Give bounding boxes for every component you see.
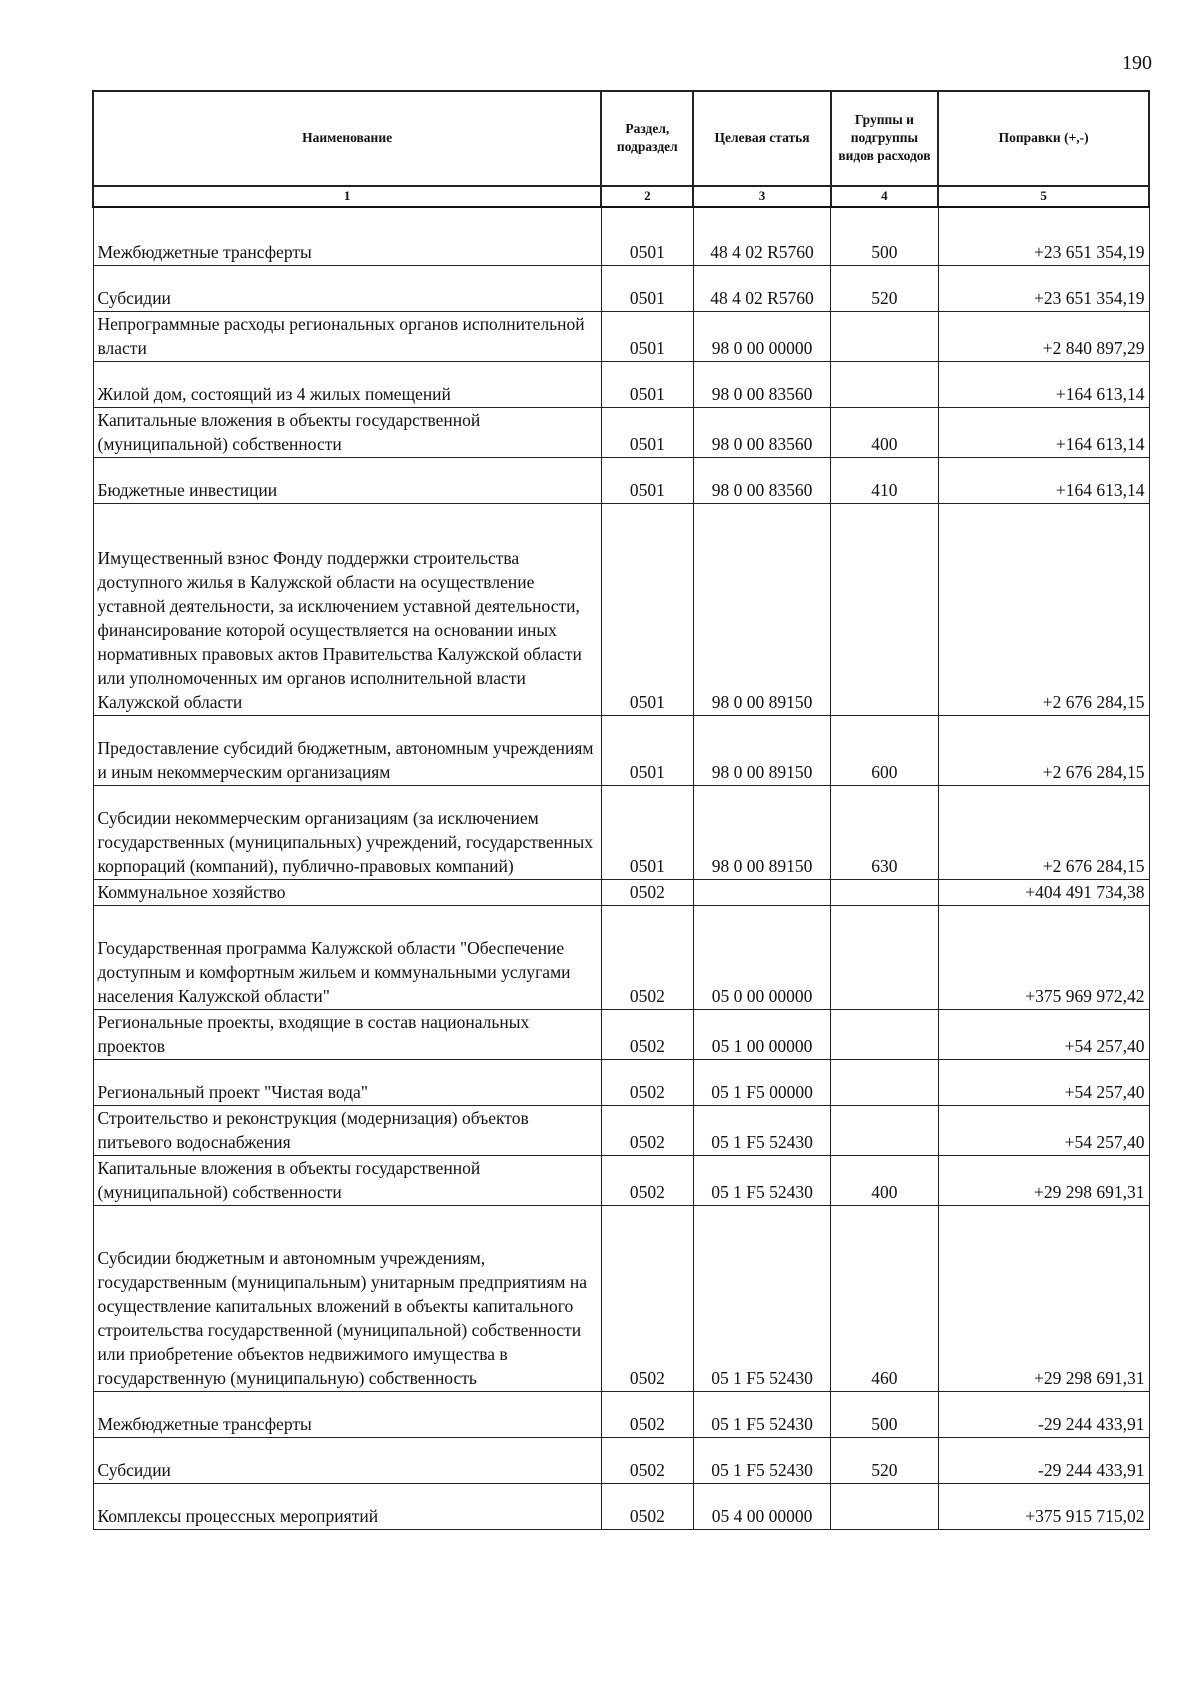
table-row — [93, 1483, 1149, 1529]
row-section: 0502 — [601, 1483, 693, 1529]
row-group — [831, 1483, 939, 1529]
header-row — [93, 91, 1149, 186]
row-group — [831, 905, 939, 1009]
row-target: 05 1 F5 52430 — [693, 1205, 830, 1391]
col-number-3: 3 — [693, 186, 830, 207]
col-amount-header: Поправки (+,-) — [938, 91, 1149, 186]
row-group — [831, 879, 939, 905]
row-section: 0501 — [601, 785, 693, 879]
table-row — [93, 1155, 1149, 1205]
row-group: 600 — [831, 715, 939, 785]
row-section: 0502 — [601, 1437, 693, 1483]
table-row — [93, 905, 1149, 1009]
row-section: 0501 — [601, 207, 693, 265]
row-group — [831, 503, 939, 715]
row-amount: +2 676 284,15 — [938, 785, 1149, 879]
row-target: 98 0 00 89150 — [693, 785, 830, 879]
row-name: Строительство и реконструкция (модернизация) объектов питьевого водоснабжения — [93, 1105, 601, 1155]
row-target — [693, 879, 830, 905]
row-name: Субсидии бюджетным и автономным учреждениям, государственным (муниципальным) унитарным предприятиям на осуществление капитальных вложений в объекты капитального строительства государственной (муниципальной) собственности или приобретение объектов недвижимого имущества в государственную (муниципальную) собственность — [93, 1205, 601, 1391]
row-target: 05 1 F5 52430 — [693, 1437, 830, 1483]
row-group: 630 — [831, 785, 939, 879]
row-name: Региональные проекты, входящие в состав национальных проектов — [93, 1009, 601, 1059]
row-section: 0501 — [601, 361, 693, 407]
row-group: 400 — [831, 1155, 939, 1205]
row-target: 05 1 F5 52430 — [693, 1391, 830, 1437]
row-section: 0502 — [601, 1155, 693, 1205]
row-amount: +2 840 897,29 — [938, 311, 1149, 361]
row-amount: +54 257,40 — [938, 1009, 1149, 1059]
table-row — [93, 1437, 1149, 1483]
col-group-header: Группы и подгруппы видов расходов — [831, 91, 939, 186]
row-amount: +375 969 972,42 — [938, 905, 1149, 1009]
row-section: 0502 — [601, 905, 693, 1009]
page-number: 190 — [1122, 52, 1152, 74]
table-row — [93, 715, 1149, 785]
row-section: 0502 — [601, 1391, 693, 1437]
col-name-header: Наименование — [93, 91, 601, 186]
row-amount: +375 915 715,02 — [938, 1483, 1149, 1529]
row-section: 0502 — [601, 1009, 693, 1059]
budget-table — [92, 90, 1150, 1530]
table-row — [93, 361, 1149, 407]
row-amount: +54 257,40 — [938, 1059, 1149, 1105]
row-amount: +2 676 284,15 — [938, 715, 1149, 785]
row-section: 0502 — [601, 879, 693, 905]
row-name: Коммунальное хозяйство — [93, 879, 601, 905]
row-group: 400 — [831, 407, 939, 457]
table-row — [93, 407, 1149, 457]
row-group: 460 — [831, 1205, 939, 1391]
row-amount: +29 298 691,31 — [938, 1155, 1149, 1205]
row-group — [831, 311, 939, 361]
row-section: 0501 — [601, 407, 693, 457]
row-name: Непрограммные расходы региональных органов исполнительной власти — [93, 311, 601, 361]
row-section: 0501 — [601, 311, 693, 361]
row-group: 500 — [831, 1391, 939, 1437]
row-amount: +404 491 734,38 — [938, 879, 1149, 905]
row-group: 520 — [831, 1437, 939, 1483]
row-amount: +54 257,40 — [938, 1105, 1149, 1155]
row-target: 98 0 00 83560 — [693, 361, 830, 407]
row-target: 98 0 00 89150 — [693, 503, 830, 715]
row-target: 05 1 F5 52430 — [693, 1105, 830, 1155]
table-row — [93, 1009, 1149, 1059]
row-target: 98 0 00 89150 — [693, 715, 830, 785]
row-target: 98 0 00 83560 — [693, 457, 830, 503]
table-row — [93, 1205, 1149, 1391]
row-name: Бюджетные инвестиции — [93, 457, 601, 503]
col-target-header: Целевая статья — [693, 91, 830, 186]
table-row — [93, 785, 1149, 879]
table-row — [93, 265, 1149, 311]
row-section: 0501 — [601, 715, 693, 785]
table-row — [93, 457, 1149, 503]
row-group: 410 — [831, 457, 939, 503]
row-amount: -29 244 433,91 — [938, 1391, 1149, 1437]
row-name: Комплексы процессных мероприятий — [93, 1483, 601, 1529]
row-group — [831, 1009, 939, 1059]
row-target: 05 1 F5 52430 — [693, 1155, 830, 1205]
table-row — [93, 1059, 1149, 1105]
row-target: 05 1 F5 00000 — [693, 1059, 830, 1105]
col-number-1: 1 — [93, 186, 601, 207]
column-number-row — [93, 186, 1149, 207]
row-amount: +164 613,14 — [938, 407, 1149, 457]
row-group — [831, 361, 939, 407]
row-section: 0502 — [601, 1205, 693, 1391]
row-target: 48 4 02 R5760 — [693, 265, 830, 311]
row-name: Межбюджетные трансферты — [93, 207, 601, 265]
row-name: Межбюджетные трансферты — [93, 1391, 601, 1437]
row-target: 98 0 00 00000 — [693, 311, 830, 361]
table-row — [93, 1391, 1149, 1437]
row-name: Региональный проект "Чистая вода" — [93, 1059, 601, 1105]
row-amount: +23 651 354,19 — [938, 207, 1149, 265]
col-number-2: 2 — [601, 186, 693, 207]
row-name: Субсидии — [93, 265, 601, 311]
row-target: 05 4 00 00000 — [693, 1483, 830, 1529]
row-section: 0502 — [601, 1105, 693, 1155]
table-row — [93, 503, 1149, 715]
col-number-5: 5 — [938, 186, 1149, 207]
row-amount: +164 613,14 — [938, 361, 1149, 407]
row-name: Государственная программа Калужской области "Обеспечение доступным и комфортным жильем и коммунальными услугами населения Калужской области" — [93, 905, 601, 1009]
row-section: 0501 — [601, 265, 693, 311]
table-row — [93, 1105, 1149, 1155]
row-name: Капитальные вложения в объекты государственной (муниципальной) собственности — [93, 1155, 601, 1205]
row-name: Предоставление субсидий бюджетным, автономным учреждениям и иным некоммерческим организациям — [93, 715, 601, 785]
row-amount: +164 613,14 — [938, 457, 1149, 503]
row-amount: +2 676 284,15 — [938, 503, 1149, 715]
row-name: Капитальные вложения в объекты государственной (муниципальной) собственности — [93, 407, 601, 457]
row-name: Субсидии некоммерческим организациям (за исключением государственных (муниципальных) учреждений, государственных корпораций (компаний), публично-правовых компаний) — [93, 785, 601, 879]
row-target: 05 1 00 00000 — [693, 1009, 830, 1059]
row-group: 500 — [831, 207, 939, 265]
row-amount: +23 651 354,19 — [938, 265, 1149, 311]
row-section: 0501 — [601, 457, 693, 503]
row-amount: +29 298 691,31 — [938, 1205, 1149, 1391]
row-section: 0501 — [601, 503, 693, 715]
row-group — [831, 1059, 939, 1105]
table-row — [93, 207, 1149, 265]
row-target: 05 0 00 00000 — [693, 905, 830, 1009]
row-target: 48 4 02 R5760 — [693, 207, 830, 265]
table-row — [93, 311, 1149, 361]
row-name: Жилой дом, состоящий из 4 жилых помещений — [93, 361, 601, 407]
row-name: Субсидии — [93, 1437, 601, 1483]
row-group — [831, 1105, 939, 1155]
table-row — [93, 879, 1149, 905]
row-target: 98 0 00 83560 — [693, 407, 830, 457]
col-section-header: Раздел, подраздел — [601, 91, 693, 186]
row-group: 520 — [831, 265, 939, 311]
row-name: Имущественный взнос Фонду поддержки строительства доступного жилья в Калужской области на осуществление уставной деятельности, за исключением уставной деятельности, финансирование которой осуществляется на основании иных нормативных правовых актов Правительства Калужской области или уполномоченных им органов исполнительной власти Калужской области — [93, 503, 601, 715]
row-amount: -29 244 433,91 — [938, 1437, 1149, 1483]
col-number-4: 4 — [831, 186, 939, 207]
row-section: 0502 — [601, 1059, 693, 1105]
